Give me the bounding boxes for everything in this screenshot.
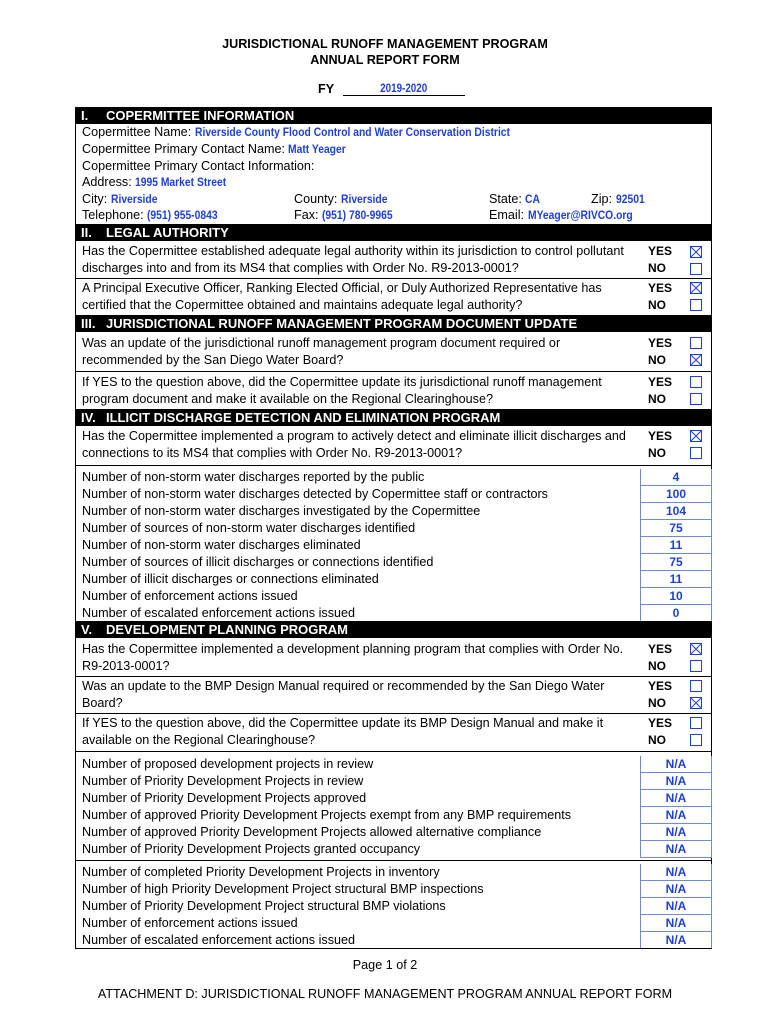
yes-label: YES [648, 375, 673, 389]
bmp-updated-no-checkbox[interactable] [690, 734, 702, 746]
section-1-header: I. COPERMITTEE INFORMATION [75, 107, 712, 124]
divider [75, 713, 712, 714]
yes-label: YES [648, 716, 673, 730]
stat-value-field[interactable]: 10 [640, 588, 712, 605]
checked-x-icon [691, 355, 701, 365]
telephone-row: Telephone: (951) 955-0843 [82, 208, 218, 222]
stat-label: Number of sources of illicit discharges or connections identified [82, 555, 434, 569]
legal-authority-yes-checkbox[interactable] [690, 246, 702, 258]
divider [75, 371, 712, 372]
county-row: County: Riverside [294, 192, 388, 206]
city-row: City: Riverside [82, 192, 158, 206]
certification-question: A Principal Executive Officer, Ranking Elected Official, or Duly Authorized Representative has certified that the Copermittee obtained and maintains adequate legal authority? [82, 281, 602, 312]
stat-label: Number of non-storm water discharges eliminated [82, 538, 361, 552]
iddep-no-checkbox[interactable] [690, 447, 702, 459]
contact-name-value[interactable]: Matt Yeager [288, 142, 347, 156]
stat-value-field[interactable]: N/A [640, 841, 712, 858]
no-label: NO [648, 353, 666, 367]
email-row: Email: MYeager@RIVCO.org [489, 208, 633, 222]
stat-label: Number of Priority Development Projects approved [82, 791, 367, 805]
no-label: NO [648, 298, 666, 312]
yes-label: YES [648, 244, 673, 258]
stat-value-field[interactable]: 75 [640, 520, 712, 537]
form-subtitle: ANNUAL REPORT FORM [310, 53, 460, 67]
bmp-updated-yes-checkbox[interactable] [690, 717, 702, 729]
divider [75, 465, 712, 466]
fax-value[interactable]: (951) 780-9965 [322, 208, 393, 222]
stat-value-field[interactable]: 104 [640, 503, 712, 520]
stat-label: Number of approved Priority Development Projects exempt from any BMP requirements [82, 808, 572, 822]
stat-label: Number of enforcement actions issued [82, 589, 298, 603]
section-2-header: II. LEGAL AUTHORITY [75, 224, 712, 241]
email-value[interactable]: MYeager@RIVCO.org [527, 208, 633, 222]
fy-field[interactable] [343, 81, 465, 96]
fax-row: Fax: (951) 780-9965 [294, 208, 393, 222]
section-5-header: V. DEVELOPMENT PLANNING PROGRAM [75, 621, 712, 638]
yes-label: YES [648, 281, 673, 295]
iddep-question: Has the Copermittee implemented a program to actively detect and eliminate illicit discharges and connections to its MS4 that complies with Order No. R9-2013-0001? [82, 429, 626, 460]
contact-name-row: Copermittee Primary Contact Name: Matt Yeager [82, 142, 347, 156]
checked-x-icon [691, 431, 701, 441]
stat-value-field[interactable]: N/A [640, 807, 712, 824]
jrmp-updated-yes-checkbox[interactable] [690, 376, 702, 388]
page-number: Page 1 of 2 [352, 958, 418, 972]
stat-label: Number of Priority Development Projects granted occupancy [82, 842, 421, 856]
yes-label: YES [648, 642, 673, 656]
bmp-updated-question: If YES to the question above, did the Copermittee update its BMP Design Manual and make it available on the Regional Clearinghouse? [82, 716, 604, 747]
stat-label: Number of illicit discharges or connections eliminated [82, 572, 379, 586]
no-label: NO [648, 696, 666, 710]
zip-value[interactable]: 92501 [615, 192, 645, 206]
form-title: JURISDICTIONAL RUNOFF MANAGEMENT PROGRAM [222, 37, 548, 51]
stat-label: Number of non-storm water discharges reported by the public [82, 470, 425, 484]
attachment-label: ATTACHMENT D: JURISDICTIONAL RUNOFF MANAGEMENT PROGRAM ANNUAL REPORT FORM [97, 987, 673, 1001]
yes-label: YES [648, 336, 673, 350]
stat-value-field[interactable]: 100 [640, 486, 712, 503]
dpp-yes-checkbox[interactable] [690, 643, 702, 655]
divider [75, 751, 712, 752]
no-label: NO [648, 392, 666, 406]
jrmp-updated-question: If YES to the question above, did the Copermittee update its jurisdictional runoff management program document and make it available on the Regional Clearinghouse? [82, 375, 602, 406]
jrmp-updated-no-checkbox[interactable] [690, 393, 702, 405]
checked-x-icon [691, 283, 701, 293]
dpp-no-checkbox[interactable] [690, 660, 702, 672]
contact-info-label: Copermittee Primary Contact Information: [82, 159, 315, 173]
jrmp-update-yes-checkbox[interactable] [690, 337, 702, 349]
stat-label: Number of proposed development projects in review [82, 757, 374, 771]
yes-label: YES [648, 679, 673, 693]
checked-x-icon [691, 698, 701, 708]
stat-label: Number of escalated enforcement actions issued [82, 933, 356, 947]
section-3-header: III. JURISDICTIONAL RUNOFF MANAGEMENT PROGRAM DOCUMENT UPDATE [75, 315, 712, 332]
stat-label: Number of Priority Development Projects in review [82, 774, 364, 788]
no-label: NO [648, 446, 666, 460]
stat-label: Number of enforcement actions issued [82, 916, 298, 930]
stat-value-field[interactable]: N/A [640, 824, 712, 841]
legal-authority-question: Has the Copermittee established adequate legal authority within its jurisdiction to control pollutant discharges into and from its MS4 that complies with Order No. R9-2013-0001? [82, 244, 624, 275]
stat-value-field[interactable]: 0 [640, 605, 712, 622]
stat-label: Number of approved Priority Development Projects allowed alternative compliance [82, 825, 542, 839]
stat-value-field[interactable]: 4 [640, 469, 712, 486]
divider [75, 278, 712, 279]
stat-value-field[interactable]: 11 [640, 571, 712, 588]
stat-value-field[interactable]: N/A [640, 881, 712, 898]
certification-yes-checkbox[interactable] [690, 282, 702, 294]
jrmp-update-question: Was an update of the jurisdictional runoff management program document required or recommended by the San Diego Water Board? [82, 336, 561, 367]
copermittee-name-row: Copermittee Name: Riverside County Flood Control and Water Conservation District [82, 125, 510, 139]
county-value[interactable]: Riverside [340, 192, 388, 206]
stat-value-field[interactable]: N/A [640, 864, 712, 881]
stat-label: Number of non-storm water discharges investigated by the Copermittee [82, 504, 481, 518]
yes-label: YES [648, 429, 673, 443]
no-label: NO [648, 659, 666, 673]
no-label: NO [648, 733, 666, 747]
zip-row: Zip: 92501 [591, 192, 645, 206]
stat-label: Number of completed Priority Development Projects in inventory [82, 865, 440, 879]
jrmp-update-no-checkbox[interactable] [690, 354, 702, 366]
stat-value-field[interactable]: N/A [640, 932, 712, 949]
certification-no-checkbox[interactable] [690, 299, 702, 311]
stat-value-field[interactable]: N/A [640, 773, 712, 790]
stat-value-field[interactable]: 11 [640, 537, 712, 554]
stat-value-field[interactable]: N/A [640, 790, 712, 807]
city-value[interactable]: Riverside [110, 192, 158, 206]
iddep-yes-checkbox[interactable] [690, 430, 702, 442]
stat-label: Number of escalated enforcement actions issued [82, 606, 356, 620]
bmp-update-question: Was an update to the BMP Design Manual required or recommended by the San Diego Water Board? [82, 679, 605, 710]
fy-value: 2019-2020 [380, 81, 428, 95]
section-4-header: IV. ILLICIT DISCHARGE DETECTION AND ELIMINATION PROGRAM [75, 409, 712, 426]
stat-value-field[interactable]: 75 [640, 554, 712, 571]
stat-label: Number of Priority Development Project structural BMP violations [82, 899, 446, 913]
divider [75, 860, 712, 861]
divider [75, 948, 712, 949]
checked-x-icon [691, 644, 701, 654]
dpp-question: Has the Copermittee implemented a development planning program that complies with Order No. R9-2013-0001? [82, 642, 624, 673]
state-row: State: CA [489, 192, 541, 206]
bmp-update-yes-checkbox[interactable] [690, 680, 702, 692]
stat-label: Number of high Priority Development Project structural BMP inspections [82, 882, 484, 896]
bmp-update-no-checkbox[interactable] [690, 697, 702, 709]
stat-value-field[interactable]: N/A [640, 915, 712, 932]
stat-label: Number of sources of non-storm water discharges identified [82, 521, 416, 535]
no-label: NO [648, 261, 666, 275]
address-row: Address: 1995 Market Street [82, 175, 227, 189]
address-value[interactable]: 1995 Market Street [135, 175, 227, 189]
legal-authority-no-checkbox[interactable] [690, 263, 702, 275]
copermittee-name-value[interactable]: Riverside County Flood Control and Water Conservation District [194, 125, 510, 139]
stat-value-field[interactable]: N/A [640, 756, 712, 773]
state-value[interactable]: CA [525, 192, 541, 206]
stat-value-field[interactable]: N/A [640, 898, 712, 915]
stat-label: Number of non-storm water discharges detected by Copermittee staff or contractors [82, 487, 548, 501]
telephone-value[interactable]: (951) 955-0843 [147, 208, 218, 222]
fy-label: FY [318, 82, 335, 96]
checked-x-icon [691, 247, 701, 257]
divider [75, 676, 712, 677]
